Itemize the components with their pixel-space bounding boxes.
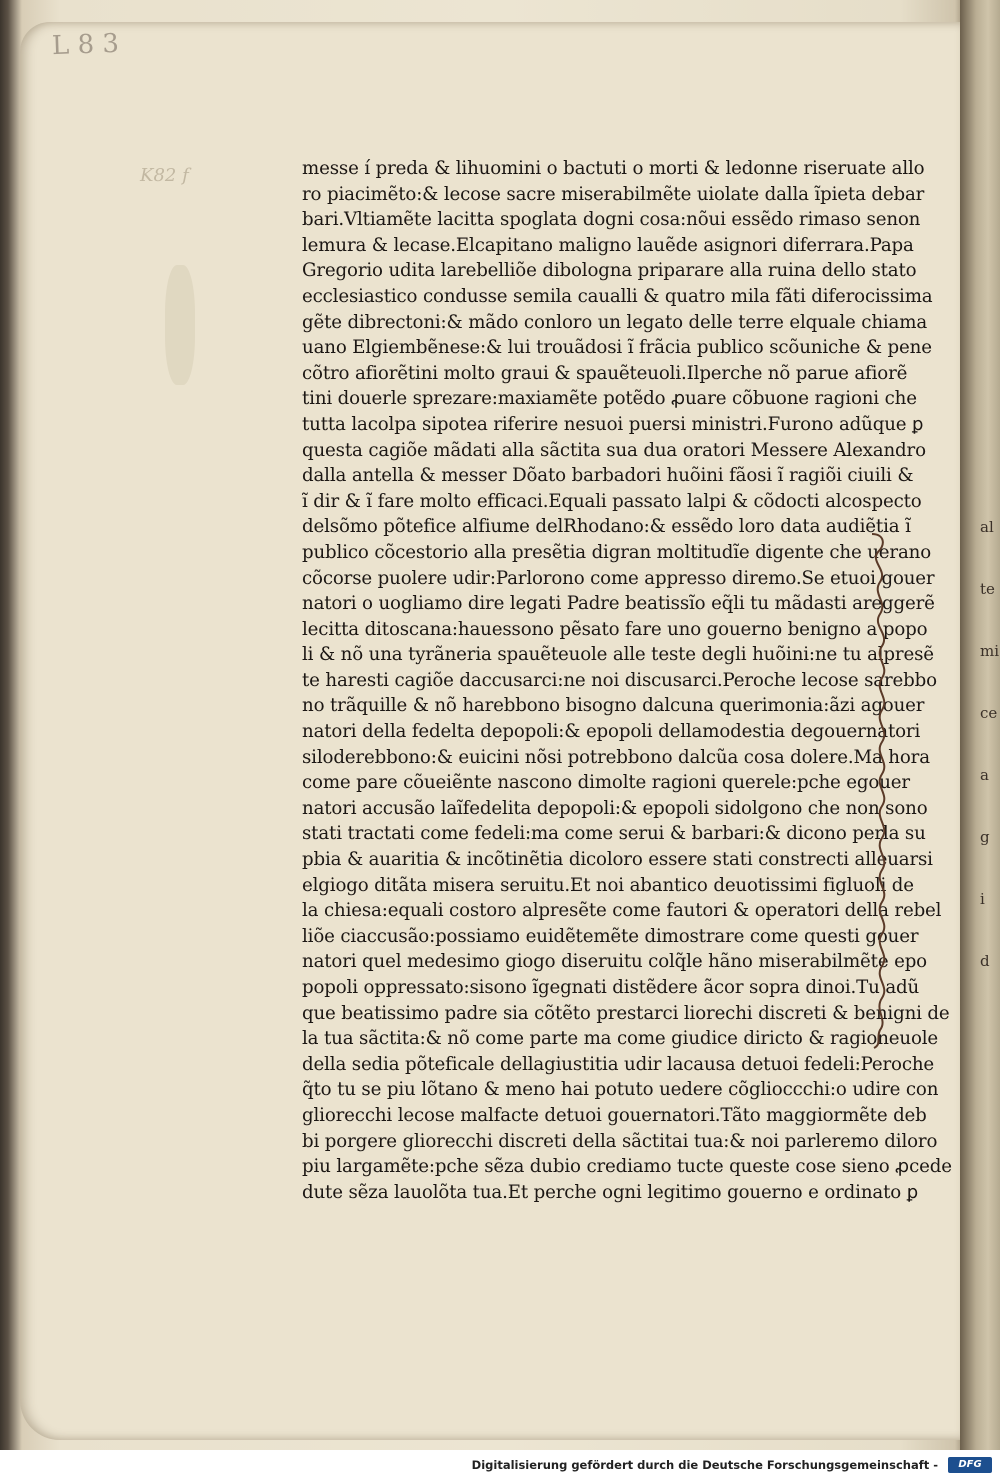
- text-line: q̃to tu se piu lõtano & meno hai potuto uedere cõglioccchi:o udire con: [302, 1079, 939, 1101]
- facing-page-edge: [960, 0, 1000, 1450]
- text-line: elgiogo ditãta misera seruitu.Et noi abantico deuotissimi figluoli de: [302, 874, 914, 896]
- text-line: bari.Vltiamẽte lacitta spoglata dogni cosa:nõui essẽdo rimaso senon: [302, 209, 921, 231]
- footer-bar: [0, 1450, 1000, 1480]
- text-line: natori o uogliamo dire legati Padre beatissĩo eq̃li tu mãdasti areggerẽ: [302, 593, 935, 615]
- manuscript-note: L 8 3: [51, 28, 120, 62]
- text-line: natori della fedelta depopoli:& epopoli dellamodestia degouernatori: [302, 721, 921, 743]
- text-line: lecitta ditoscana:hauessono pẽsato fare uno gouerno benigno a popo: [302, 618, 928, 640]
- text-line: natori accusão laĩfedelita depopoli:& epopoli sidolgono che non sono: [302, 797, 928, 819]
- paper-stain: [165, 265, 195, 385]
- text-line: gliorecchi lecose malfacte detuoi gouernatori.Tãto maggiormẽte deb: [302, 1104, 927, 1126]
- margin-bracket-mark: [870, 530, 900, 1050]
- facing-page-fragment: mi: [980, 644, 1000, 659]
- text-line: come pare cõueiẽnte nascono dimolte ragioni querele:pche egouer: [302, 772, 910, 794]
- text-line: tini douerle sprezare:maxiamẽte potẽdo ꝓuare cõbuone ragioni che: [302, 388, 917, 410]
- text-line: bi porgere gliorecchi discreti della sãctitai tua:& noi parleremo diloro: [302, 1130, 938, 1152]
- text-line: liõe ciaccusão:possiamo euidẽtemẽte dimostrare come questi gouer: [302, 925, 919, 947]
- facing-page-fragment: d: [980, 954, 990, 969]
- text-line: delsõmo põtefice alfiume delRhodano:& essẽdo loro data audiẽtia ĩ: [302, 516, 911, 538]
- text-line: te haresti cagiõe daccusarci:ne noi discusarci.Peroche lecose sarebbo: [302, 669, 937, 691]
- text-line: uano Elgiembẽnese:& lui trouãdosi ĩ frãcia publico scõuniche & pene: [302, 337, 932, 359]
- text-line: siloderebbono:& euicini nõsi potrebbono dalcũa cosa dolere.Ma hora: [302, 746, 930, 768]
- text-line: cõcorse puolere udir:Parlorono come appresso diremo.Se etuoi gouer: [302, 567, 935, 589]
- text-line: que beatissimo padre sia cõtẽto prestarci liorechi discreti & benigni de: [302, 1002, 950, 1024]
- text-line: cõtro afiorẽtini molto graui & spauẽteuoli.Ilperche nõ parue afiorẽ: [302, 362, 908, 384]
- text-line: dalla antella & messer Dõato barbadori huõini fãosi ĩ ragiõi ciuili &: [302, 465, 914, 487]
- dfg-logo: DFG: [948, 1457, 992, 1473]
- printed-text-block: [302, 156, 952, 1205]
- text-line: ecclesiastico condusse semila caualli & quatro mila fãti diferocissima: [302, 285, 933, 307]
- facing-page-fragment: i: [980, 892, 985, 907]
- text-line: pbia & auaritia & incõtinẽtia dicoloro essere stati constrecti alleuarsi: [302, 849, 933, 871]
- text-line: dute sẽza lauolõta tua.Et perche ogni legitimo gouerno e ordinato ꝑ: [302, 1181, 919, 1203]
- text-line: questa cagiõe mãdati alla sãctita sua dua oratori Messere Alexandro: [302, 439, 926, 461]
- facing-page-fragment: ce: [980, 706, 998, 721]
- facing-page-fragment: te: [980, 582, 995, 597]
- facing-page-fragment: a: [980, 768, 989, 783]
- text-line: publico cõcestorio alla presẽtia digran moltitudĩe digente che uerano: [302, 541, 932, 563]
- text-line: li & nõ una tyrãneria spauẽteuole alle teste degli huõini:ne tu alpresẽ: [302, 644, 934, 666]
- facing-page-fragment: g: [980, 830, 990, 845]
- text-line: ro piacimẽto:& lecose sacre miserabilmẽte uiolate dalla ĩpieta debar: [302, 183, 925, 205]
- text-line: gẽte dibrectoni:& mãdo conloro un legato delle terre elquale chiama: [302, 311, 928, 333]
- text-line: lemura & lecase.Elcapitano maligno lauẽde asignori diferrara.Papa: [302, 234, 914, 256]
- footer-credit: Digitalisierung gefördert durch die Deutsche Forschungsgemeinschaft -: [471, 1458, 938, 1472]
- text-line: messe í preda & lihuomini o bactuti o morti & ledonne riseruate allo: [302, 158, 925, 179]
- text-line: Gregorio udita larebelliõe dibologna priparare alla ruina dello stato: [302, 260, 917, 282]
- pencil-note: K82 f: [140, 165, 189, 186]
- text-line: popoli oppressato:sisono ĩgegnati distẽdere ãcor sopra dinoi.Tu adũ: [302, 977, 920, 998]
- text-line: tutta lacolpa sipotea riferire nesuoi puersi ministri.Furono adũque ꝑ: [302, 413, 924, 435]
- facing-page-fragment: al: [980, 520, 994, 535]
- text-line: la tua sãctita:& nõ come parte ma come giudice diricto & ragioneuole: [302, 1028, 939, 1050]
- text-line: della sedia põteficale dellagiustitia udir lacausa detuoi fedeli:Peroche: [302, 1053, 935, 1075]
- text-line: natori quel medesimo giogo diseruitu colq̃le hãno miserabilmẽte epo: [302, 951, 927, 973]
- text-line: ĩ dir & ĩ fare molto efficaci.Equali passato lalpi & cõdocti alcospecto: [302, 490, 922, 512]
- text-line: piu largamẽte:pche sẽza dubio crediamo tucte queste cose sieno ꝓcede: [302, 1156, 952, 1178]
- text-line: no trãquille & nõ harebbono bisogno dalcuna querimonia:ãzi agouer: [302, 695, 925, 717]
- text-line: la chiesa:equali costoro alpresẽte come fautori & operatori della rebel: [302, 900, 942, 922]
- text-line: stati tractati come fedeli:ma come serui & barbari:& dicono perla su: [302, 823, 926, 845]
